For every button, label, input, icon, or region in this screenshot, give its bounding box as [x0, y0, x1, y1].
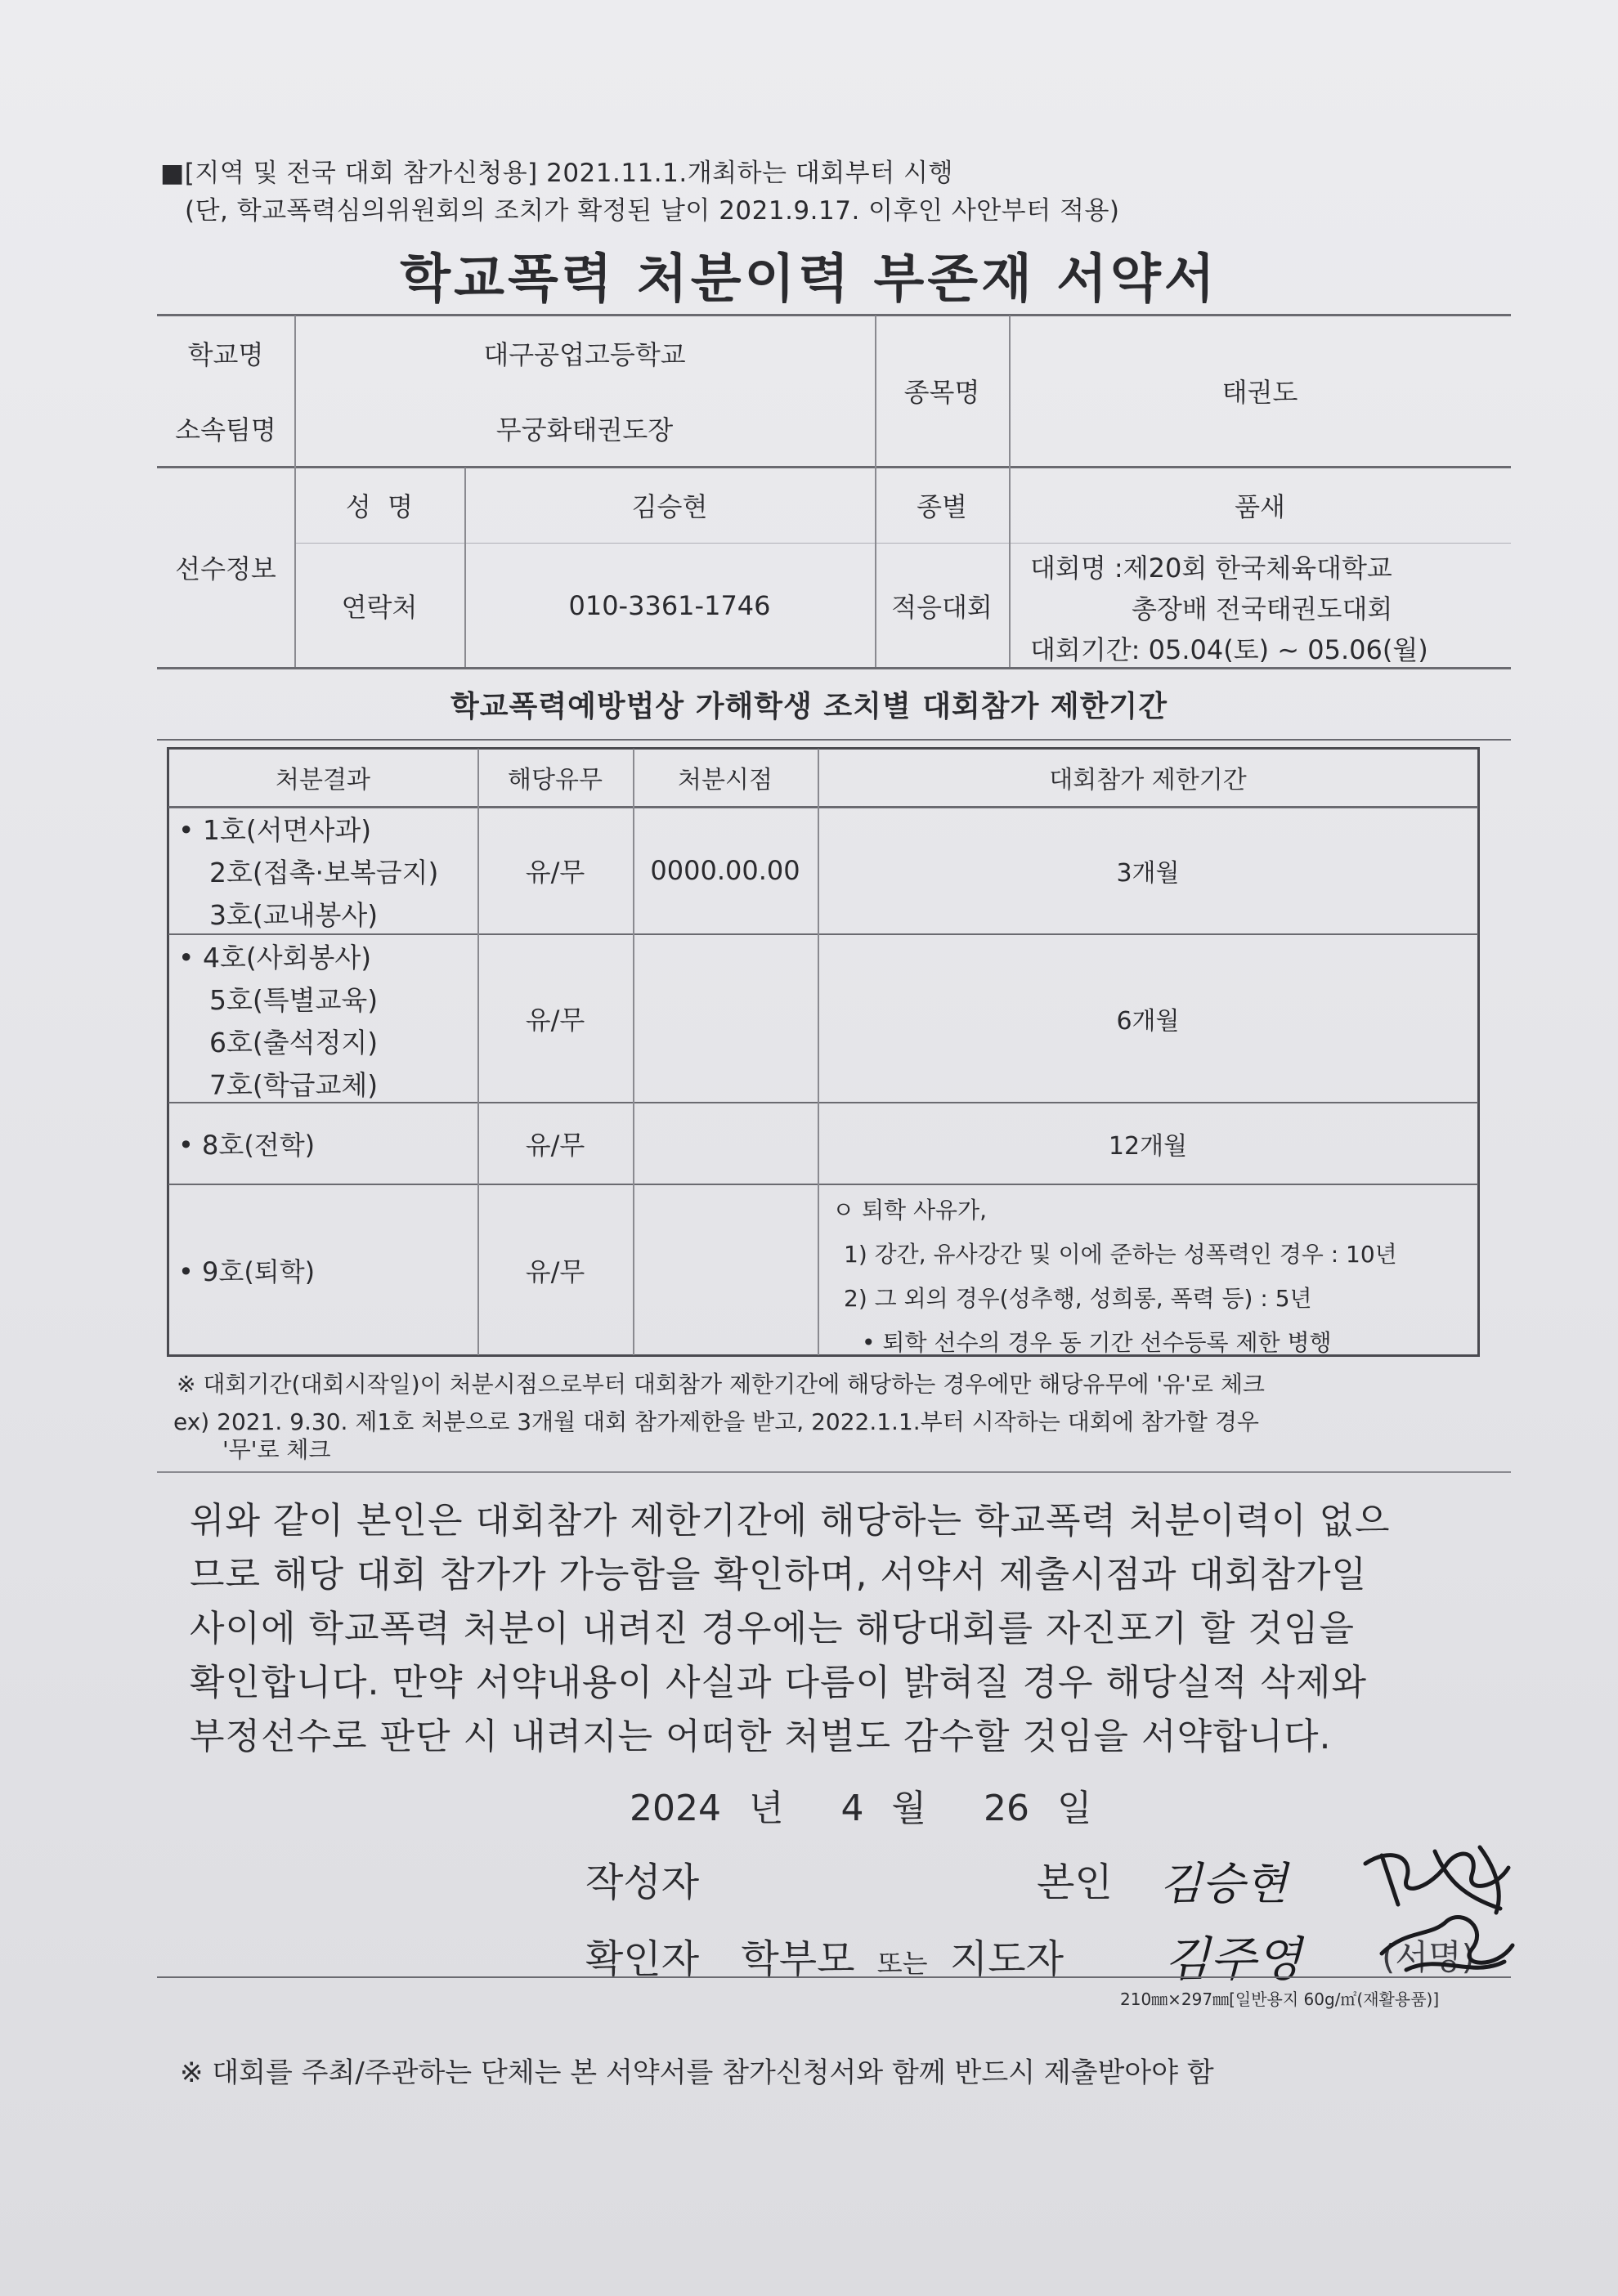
note-2: ex) 2021. 9.30. 제1호 처분으로 3개월 대회 참가제한을 받고, 2022.1.1.부터 시작하는 대회에 참가할 경우 [173, 1408, 1259, 1435]
row4-limit-line-1: ㅇ 퇴학 사유가, [832, 1197, 987, 1224]
confirmer-label: 확인자 [585, 1936, 700, 1982]
row4-limit-line-4: • 퇴학 선수의 경우 동 기간 선수등록 제한 병행 [862, 1329, 1332, 1356]
competition-name-line-1: 대회명 :제20회 한국체육대학교 [1030, 553, 1392, 584]
competition-info [1030, 548, 1428, 670]
row2-measure-1: • 4호(사회봉사) [178, 942, 372, 973]
row3-date [633, 1103, 818, 1184]
row2-limit: 6개월 [1116, 1007, 1180, 1036]
header-result: 처분결과 [276, 766, 370, 794]
note-1: ※ 대회기간(대회시작일)이 처분시점으로부터 대회참가 제한기간에 해당하는 경우에만 해당유무에 '유'로 체크 [177, 1371, 1265, 1398]
category-label: 종별 [917, 491, 967, 522]
date-year-unit: 년 [748, 1788, 784, 1829]
school-label: 학교명 [187, 339, 264, 370]
date-month: 4 [840, 1788, 864, 1829]
notes-rule [157, 1471, 1511, 1473]
pledge-line-2: 므로 해당 대회 참가가 가능함을 확인하며, 서약서 제출시점과 대회참가일 [190, 1554, 1367, 1596]
pledge-text [190, 1494, 1391, 1764]
section-title: 학교폭력예방법상 가해학생 조치별 대회참가 제한기간 [450, 690, 1168, 723]
date-day-unit: 일 [1057, 1788, 1092, 1829]
document-title: 학교폭력 처분이력 부존재 서약서 [400, 249, 1218, 310]
row1-limit: 3개월 [1116, 859, 1180, 888]
row4-applicable: 유/무 [525, 1256, 585, 1287]
name-value: 김승현 [631, 491, 708, 522]
coach-signature-icon [1374, 1904, 1521, 1986]
coach-label: 지도자 [949, 1936, 1064, 1982]
row1-measure-2: 2호(접촉·보복금지) [209, 857, 439, 888]
team-value: 무궁화태권도장 [495, 414, 674, 445]
section-rule [157, 739, 1511, 741]
competition-period: 대회기간: 05.04(토) ~ 05.06(월) [1030, 634, 1428, 665]
contact-label: 연락처 [341, 592, 418, 623]
pledge-line-5: 부정선수로 판단 시 내려지는 어떠한 처벌도 감수할 것임을 서약합니다. [190, 1716, 1332, 1757]
date-month-unit: 월 [891, 1788, 927, 1829]
paper-spec: 210㎜×297㎜[일반용지 60g/㎡(재활용품)] [1120, 1989, 1440, 2009]
or-label: 또는 [876, 1948, 928, 1979]
row2-measure-4: 7호(학급교체) [209, 1069, 379, 1101]
row2-date [633, 935, 818, 1102]
category-value: 품새 [1235, 491, 1285, 522]
row4-date [633, 1185, 818, 1355]
row1-date: 0000.00.00 [650, 855, 800, 886]
school-value: 대구공업고등학교 [483, 339, 686, 370]
confirmer-row [585, 1927, 1064, 1984]
row1-measure-3: 3호(교내봉사) [209, 899, 379, 931]
row4-limit [832, 1188, 1397, 1365]
contact-value: 010-3361-1746 [568, 590, 771, 621]
date-year: 2024 [630, 1788, 721, 1829]
competition-name-line-2: 총장배 전국태권도대회 [1132, 593, 1393, 624]
team-label: 소속팀명 [175, 414, 276, 445]
name-label: 성 명 [345, 491, 414, 522]
row2-applicable: 유/무 [525, 1005, 585, 1036]
row3-applicable: 유/무 [525, 1130, 585, 1161]
row1-measure-1: • 1호(서면사과) [178, 814, 372, 846]
pledge-line-4: 확인합니다. 만약 서약내용이 사실과 다름이 밝혀질 경우 해당실적 삭제와 [190, 1662, 1367, 1703]
row3-limit: 12개월 [1108, 1132, 1188, 1161]
note-2-cont: '무'로 체크 [222, 1436, 331, 1463]
coach-handwritten-name: 김주영 [1164, 1931, 1302, 1987]
header-applicable: 해당유무 [508, 766, 603, 794]
row4-limit-line-2: 1) 강간, 유사강간 및 이에 준하는 성폭력인 경우 : 10년 [844, 1241, 1397, 1268]
parent-label: 학부모 [741, 1936, 855, 1982]
competition-label: 적응대회 [891, 592, 993, 623]
row4-limit-line-3: 2) 그 외의 경우(성추행, 성희롱, 폭력 등) : 5년 [844, 1285, 1312, 1312]
sign-mark: (서명) [1382, 1937, 1475, 1977]
header-limit: 대회참가 제한기간 [1049, 766, 1247, 794]
footer-note: ※ 대회를 주최/주관하는 단체는 본 서약서를 참가신청서와 함께 반드시 제출받아야 함 [180, 2057, 1214, 2089]
row1-applicable: 유/무 [525, 857, 585, 888]
header-date: 처분시점 [678, 766, 773, 794]
row2-measure-3: 6호(출석정지) [209, 1027, 379, 1058]
pledge-line-3: 사이에 학교폭력 처분이 내려진 경우에는 해당대회를 자진포기 할 것임을 [190, 1608, 1356, 1649]
signature-rule [157, 1976, 1511, 1978]
self-label: 본인 [1037, 1860, 1113, 1905]
self-handwritten-name: 김승현 [1159, 1858, 1288, 1909]
pledge-date [630, 1779, 1092, 1831]
event-value: 태권도 [1221, 377, 1298, 408]
row3-measure-1: • 8호(전학) [178, 1130, 316, 1161]
writer-label: 작성자 [585, 1860, 700, 1905]
header-line-1: ■[지역 및 전국 대회 참가신청용] 2021.11.1.개최하는 대회부터 시행 [160, 159, 953, 188]
event-label: 종목명 [903, 377, 980, 408]
date-day: 26 [984, 1788, 1030, 1829]
row2-measure-2: 5호(특별교육) [209, 984, 379, 1016]
row4-measure-1: • 9호(퇴학) [178, 1256, 316, 1287]
pledge-line-1: 위와 같이 본인은 대회참가 제한기간에 해당하는 학교폭력 처분이력이 없으 [190, 1500, 1391, 1542]
header-line-2: (단, 학교폭력심의위원회의 조치가 확정된 날이 2021.9.17. 이후인 사안부터 적용) [185, 196, 1120, 226]
player-info-label: 선수정보 [175, 553, 276, 584]
info-row-rule [294, 543, 1511, 544]
